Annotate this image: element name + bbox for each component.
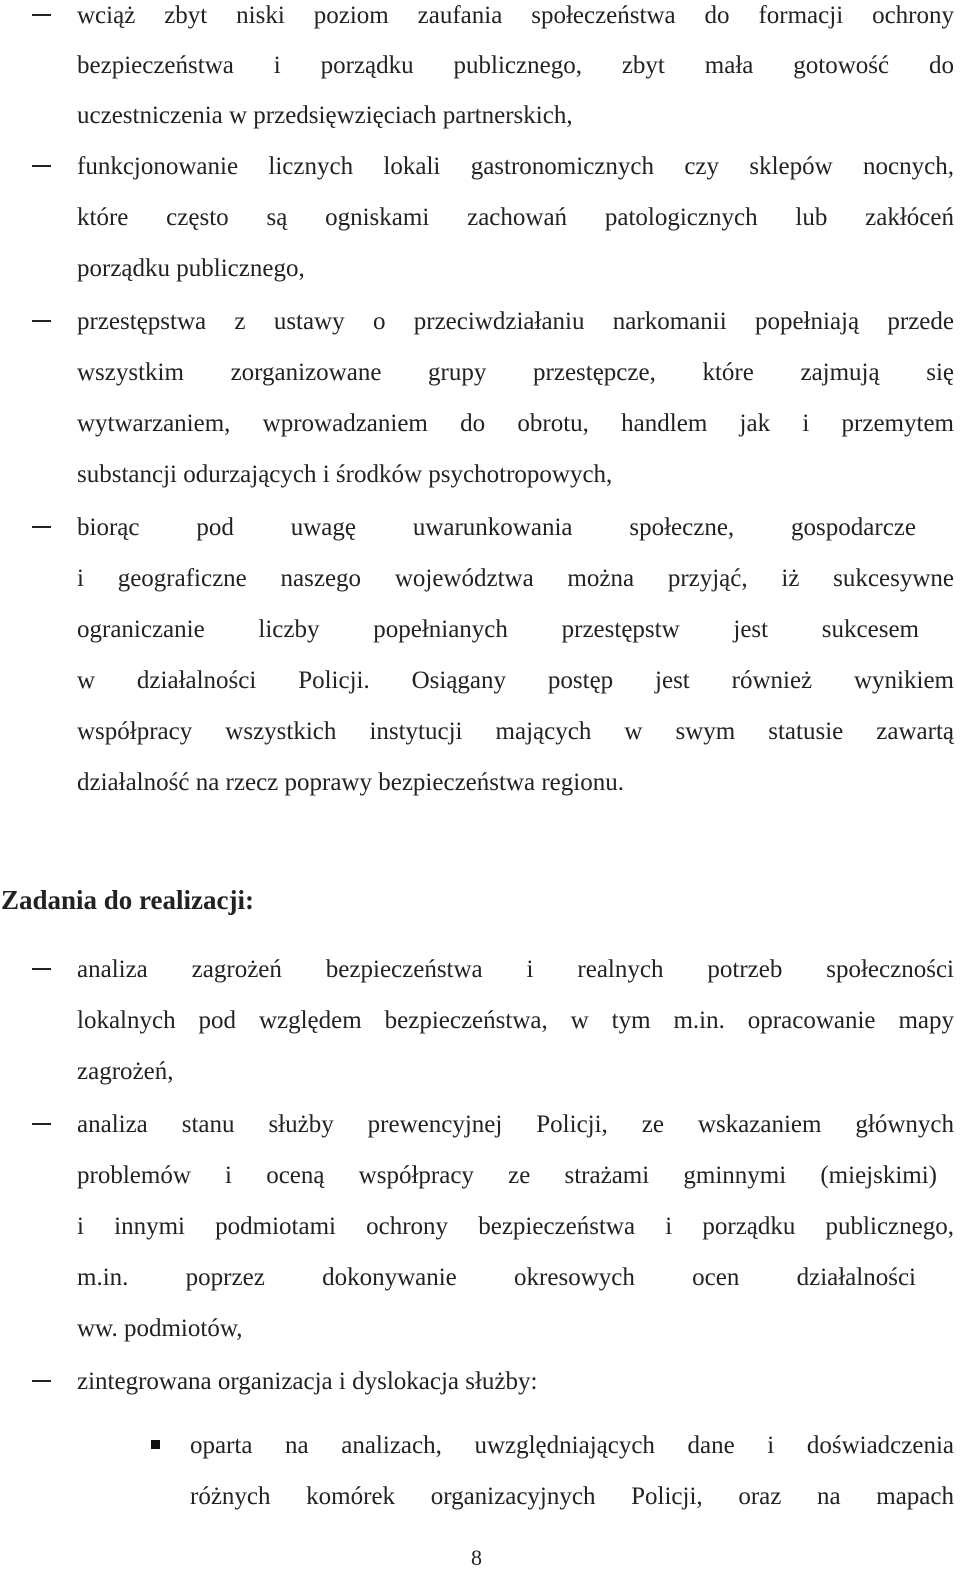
dash-bullet (32, 165, 51, 167)
list-item-line: analiza stanu służby prewencyjnej Policji, ze wskazaniem głównych (77, 1111, 954, 1138)
list-item-line: lokalnych pod względem bezpieczeństwa, w tym m.in. opracowanie mapy (77, 1007, 954, 1034)
list-item-line: porządku publicznego, (77, 255, 305, 282)
dash-bullet (32, 14, 51, 16)
list-item-line: biorąc pod uwagę uwarunkowania społeczne, gospodarcze (77, 514, 916, 541)
list-item-line: w działalności Policji. Osiągany postęp jest również wynikiem (77, 667, 954, 694)
dash-bullet (32, 1380, 51, 1382)
list-item-line: uczestniczenia w przedsięwzięciach partnerskich, (77, 102, 573, 129)
list-item-line: wytwarzaniem, wprowadzaniem do obrotu, handlem jak i przemytem (77, 410, 954, 437)
list-item-line: zintegrowana organizacja i dyslokacja służby: (77, 1368, 538, 1395)
list-item-line: funkcjonowanie licznych lokali gastronomicznych czy sklepów nocnych, (77, 153, 954, 180)
list-item-line: które często są ogniskami zachowań patologicznych lub zakłóceń (77, 204, 954, 231)
sublist-item-line: oparta na analizach, uwzględniających dane i doświadczenia (190, 1432, 954, 1459)
list-item-line: wciąż zbyt niski poziom zaufania społeczeństwa do formacji ochrony (77, 2, 954, 29)
list-item-line: ograniczanie liczby popełnianych przestępstw jest sukcesem (77, 616, 919, 643)
list-item-line: ww. podmiotów, (77, 1315, 243, 1342)
list-item-line: m.in. poprzez dokonywanie okresowych ocen działalności (77, 1264, 916, 1291)
list-item-line: analiza zagrożeń bezpieczeństwa i realnych potrzeb społeczności (77, 956, 954, 983)
list-item-line: substancji odurzających i środków psychotropowych, (77, 461, 613, 488)
dash-bullet (32, 526, 51, 528)
dash-bullet (32, 968, 51, 970)
list-item-line: i geograficzne naszego województwa można przyjąć, iż sukcesywne (77, 565, 954, 592)
list-item-line: zagrożeń, (77, 1058, 174, 1085)
sublist-item-line: różnych komórek organizacyjnych Policji, oraz na mapach (190, 1483, 954, 1510)
list-item-line: i innymi podmiotami ochrony bezpieczeństwa i porządku publicznego, (77, 1213, 954, 1240)
dash-bullet (32, 320, 51, 322)
square-bullet (151, 1440, 160, 1449)
list-item-line: wszystkim zorganizowane grupy przestępcze, które zajmują się (77, 359, 954, 386)
list-item-line: problemów i oceną współpracy ze strażami gminnymi (miejskimi) (77, 1162, 937, 1189)
list-item-line: współpracy wszystkich instytucji mających w swym statusie zawartą (77, 718, 954, 745)
section-heading: Zadania do realizacji: (1, 885, 254, 915)
page-number: 8 (471, 1545, 482, 1570)
dash-bullet (32, 1123, 51, 1125)
list-item-line: bezpieczeństwa i porządku publicznego, zbyt mała gotowość do (77, 52, 954, 79)
list-item-line: przestępstwa z ustawy o przeciwdziałaniu narkomanii popełniają przede (77, 308, 954, 335)
list-item-line: działalność na rzecz poprawy bezpieczeństwa regionu. (77, 769, 624, 796)
